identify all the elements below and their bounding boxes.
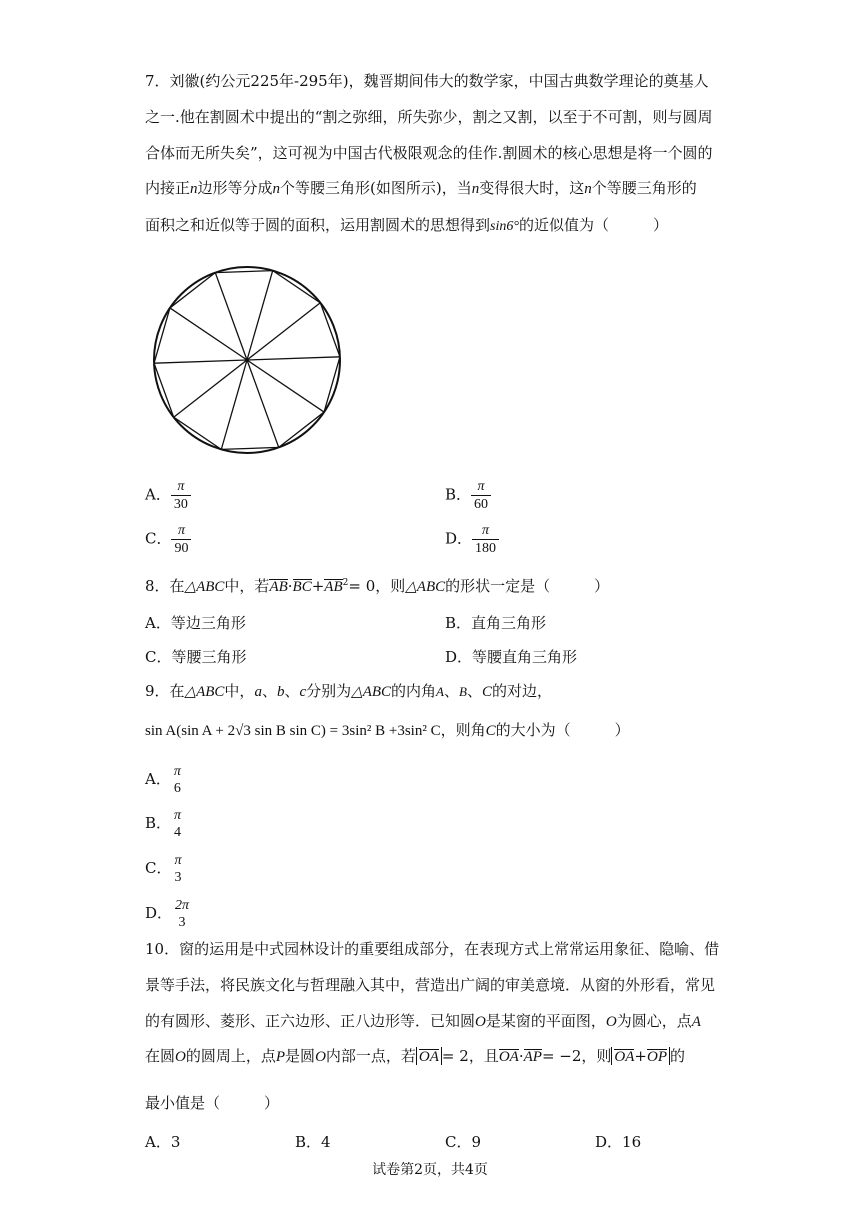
q7-line-1: 7．刘徽(约公元225年-295年)，魏晋期间伟大的数学家，中国古典数学理论的奠基人	[145, 72, 709, 90]
q10-option-b[interactable]: B．4	[295, 1133, 331, 1151]
q8-option-b[interactable]: B．直角三角形	[445, 614, 547, 632]
fraction: $\frac{\pi}{30}$	[171, 478, 191, 513]
fraction: π 4	[174, 808, 182, 840]
q10-option-d[interactable]: D．16	[595, 1133, 642, 1151]
q7-line-3: 合体而无所失矣”，这可视为中国古代极限观念的佳作.割圆术的核心思想是将一个圆的	[145, 144, 713, 162]
spoke-line	[247, 357, 340, 360]
q8-option-d[interactable]: D．等腰直角三角形	[445, 648, 578, 666]
inscribed-polygon	[154, 271, 340, 450]
q9-option-a[interactable]: A． π 6	[145, 763, 184, 797]
q9-stem-2: sin A(sin A + 2√3 sin B sin C) = 3sin² B +3sin² C，则角C的大小为（ ）	[145, 721, 630, 739]
q7-line-5: 面积之和近似等于圆的面积，运用割圆术的思想得到sin6°的近似值为（ ）	[145, 216, 668, 234]
q8-option-a[interactable]: A．等边三角形	[145, 614, 246, 632]
spoke-line	[154, 360, 247, 363]
spoke-line	[170, 308, 247, 360]
q7-option-d[interactable]: D． $\frac{\pi}{180}$	[445, 522, 499, 557]
q9-stem-1: 9．在△ABC中，a、b、c分别为△ABC的内角A、B、C的对边，	[145, 682, 553, 700]
fraction: π 3	[174, 853, 182, 885]
q10-line-1: 10．窗的运用是中式园林设计的重要组成部分，在表现方式上常常运用象征、隐喻、借	[145, 940, 720, 958]
fraction: $\frac{\pi}{180}$	[472, 522, 499, 557]
q10-line-4: 在圆O的圆周上，点P是圆O内部一点，若 OA = 2，且OA·AP= −2，则 OA+OP 的	[145, 1047, 685, 1065]
spoke-line	[247, 303, 320, 360]
q9-option-b[interactable]: B． π 4	[145, 807, 184, 841]
q9-option-d[interactable]: D． 2π 3	[145, 897, 192, 931]
spoke-line	[247, 360, 324, 412]
spoke-line	[221, 360, 247, 449]
q7-line-2: 之一.他在割圆术中提出的“割之弥细，所失弥少，割之又割，以至于不可割，则与圆周	[145, 108, 713, 126]
q10-option-a[interactable]: A．3	[145, 1133, 181, 1151]
spoke-line	[215, 273, 247, 360]
q7-option-b[interactable]: B． $\frac{\pi}{60}$	[445, 478, 491, 513]
page-footer: 试卷第2页，共4页	[372, 1162, 488, 1178]
q7-option-a[interactable]: A． $\frac{\pi}{30}$	[145, 478, 191, 513]
spoke-line	[174, 360, 247, 417]
q7-option-c[interactable]: C． $\frac{\pi}{90}$	[145, 522, 191, 557]
q8-option-c[interactable]: C．等腰三角形	[145, 648, 247, 666]
spoke-line	[247, 271, 273, 360]
q10-line-3: 的有圆形、菱形、正六边形、正八边形等．已知圆O是某窗的平面图，O为圆心，点A	[145, 1012, 701, 1030]
q10-line-2: 景等手法，将民族文化与哲理融入其中，营造出广阔的审美意境．从窗的外形看，常见	[145, 976, 716, 994]
circle-figure	[150, 263, 344, 457]
q10-line-5: 最小值是（ ）	[145, 1094, 280, 1112]
fraction: $\frac{\pi}{90}$	[171, 522, 191, 557]
q8-stem: 8．在△ABC中，若$AB\cdot BC+AB^2= 0$，则△ABC的形状一定是（ ）	[145, 577, 610, 595]
q10-option-c[interactable]: C．9	[445, 1133, 482, 1151]
spoke-line	[247, 360, 279, 447]
q9-option-c[interactable]: C． π 3	[145, 852, 185, 886]
fraction: $\frac{\pi}{60}$	[471, 478, 491, 513]
fraction: 2π 3	[175, 898, 190, 930]
fraction: π 6	[173, 764, 181, 796]
q7-line-4: 内接正n边形等分成n个等腰三角形(如图所示)，当n变得很大时，这n个等腰三角形的	[145, 179, 697, 197]
